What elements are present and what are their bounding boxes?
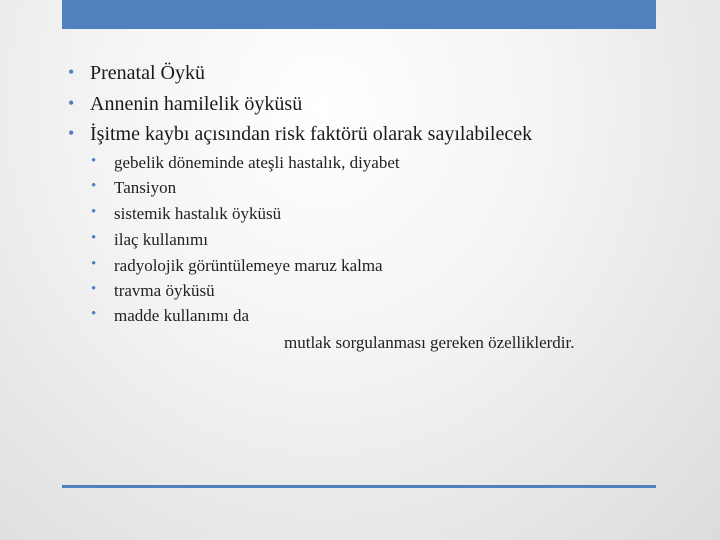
bullet-icon: • xyxy=(91,281,97,297)
main-bullet-item xyxy=(68,123,533,146)
sub-bullet-text: radyolojik görüntülemeye maruz kalma xyxy=(114,256,383,275)
sub-bullet-text: travma öyküsü xyxy=(114,281,215,300)
bullet-icon: • xyxy=(91,306,97,322)
bullet-icon: • xyxy=(68,123,75,143)
main-bullet-text: İşitme kaybı açısından risk faktörü olarak sayılabilecek xyxy=(90,123,533,145)
footer-accent-line xyxy=(62,485,656,488)
bullet-icon: • xyxy=(91,230,97,246)
closing-text: mutlak sorgulanması gereken özelliklerdir. xyxy=(284,333,575,352)
sub-bullet-item xyxy=(91,281,215,301)
bullet-icon: • xyxy=(91,204,97,220)
sub-bullet-item xyxy=(91,256,383,276)
main-bullet-item xyxy=(68,93,303,116)
bullet-icon: • xyxy=(91,178,97,194)
bullet-icon: • xyxy=(91,153,97,169)
sub-bullet-item xyxy=(91,230,208,250)
bullet-icon: • xyxy=(91,256,97,272)
sub-bullet-item xyxy=(91,204,282,224)
sub-bullet-item xyxy=(91,153,400,173)
sub-bullet-text: sistemik hastalık öyküsü xyxy=(114,204,282,223)
main-bullet-text: Prenatal Öykü xyxy=(90,62,205,84)
main-bullet-text: Annenin hamilelik öyküsü xyxy=(90,93,303,115)
main-bullet-item xyxy=(68,62,205,85)
bullet-icon: • xyxy=(68,62,75,82)
sub-bullet-item xyxy=(91,306,250,326)
sub-bullet-text: madde kullanımı da xyxy=(114,306,250,325)
sub-bullet-text: Tansiyon xyxy=(114,178,177,197)
sub-bullet-text: ilaç kullanımı xyxy=(114,230,208,249)
bullet-icon: • xyxy=(68,93,75,113)
sub-bullet-item xyxy=(91,178,177,198)
sub-bullet-text: gebelik döneminde ateşli hastalık, diyabet xyxy=(114,153,400,172)
